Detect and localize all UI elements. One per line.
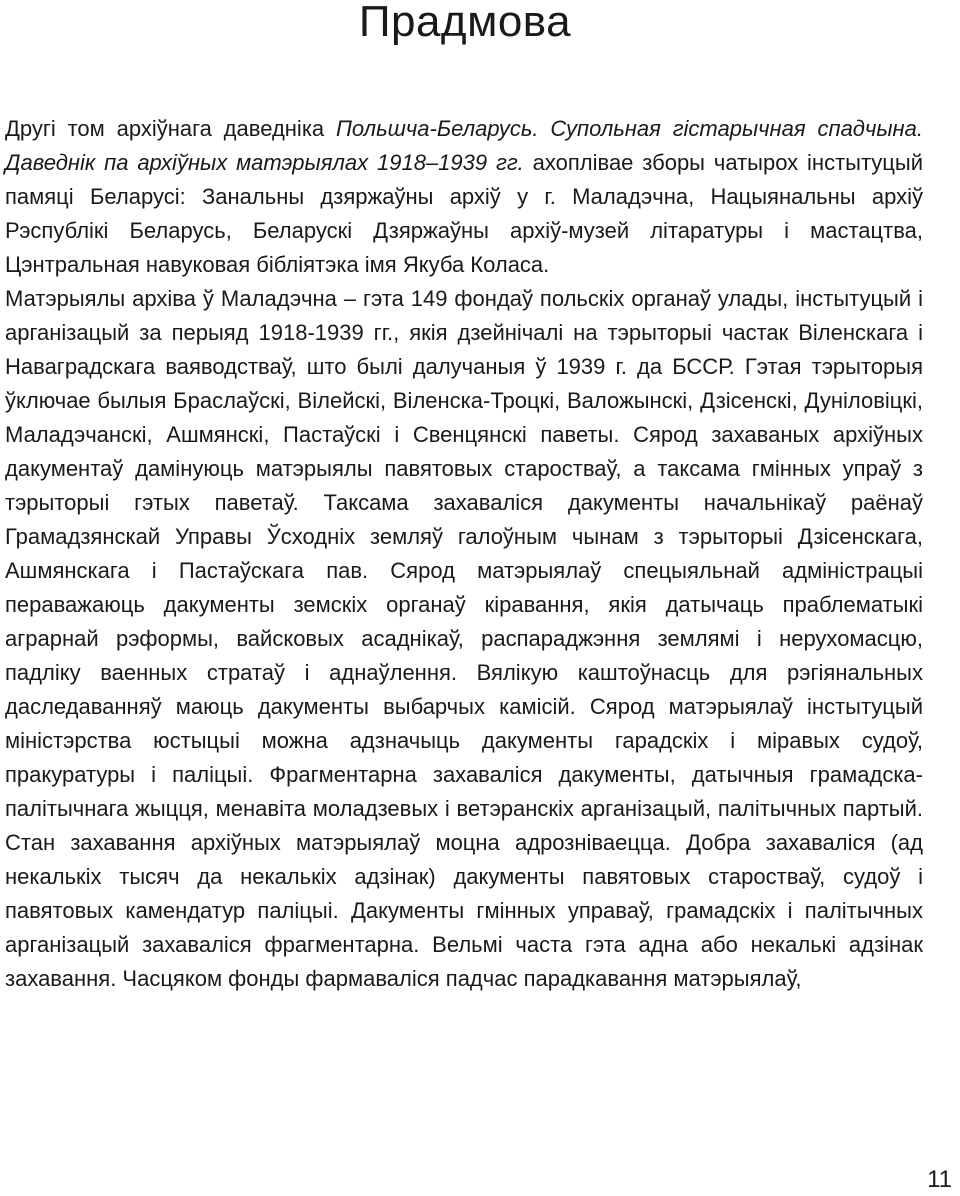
paragraph-intro bbox=[5, 112, 923, 282]
paragraph-intro-lead: Другі том архіўнага даведніка bbox=[5, 116, 336, 141]
handbook-title-italic: Польшча-Беларусь. Супольная гістарычная спадчына. Даведнік па архіўных матэрыялах 1918–1939 гг. bbox=[5, 116, 923, 175]
page-number: 11 bbox=[927, 1166, 952, 1193]
paragraph-molodechno-archive: Матэрыялы архіва ў Маладэчна – гэта 149 фондаў польскіх органаў улады, інстытуцый і арганізацый за перыяд 1918-1939 гг., якія дзейнічалі на тэрыторыі частак Віленскага і Наваградскага ваяводстваў, што былі далучаныя ў 1939 г. да БССР. Гэтая тэрыторыя ўключае былыя Браслаўскі, Вілейскі, Віленска-Троцкі, Валожынскі, Дзісенскі, Дуніловіцкі, Маладэчанскі, Ашмянскі, Пастаўскі і Свенцянскі паветы. Сярод захаваных архіўных дакументаў дамінуюць матэрыялы павятовых старостваў, а таксама гмінных упраў з тэрыторыі гэтых паветаў. Таксама захаваліся дакументы начальнікаў раёнаў Грамадзянскай Управы Ўсходніх земляў галоўным чынам з тэрыторыі Дзісенскага, Ашмянскага і Пастаўскага пав. Сярод матэрыялаў спецыяльнай адміністрацыі пераважаюць дакументы земскіх органаў кіравання, якія датычаць праблематыкі аграрнай рэформы, вайсковых асаднікаў, распараджэння землямі і нерухомасцю, падліку ваенных стратаў і аднаўлення. Вялікую каштоўнасць для рэгіянальных даследаванняў маюць дакументы выбарчых камісій. Сярод матэрыялаў інстытуцый міністэрства юстыцыі можна адзначыць дакументы гарадскіх і міравых судоў, пракуратуры і паліцыі. Фрагментарна захаваліся дакументы, датычныя грамадска-палітычнага жыцця, менавіта моладзевых і ветэранскіх арганізацый, палітычных партый. Стан захавання архіўных матэрыялаў моцна адрозніваецца. Добра захаваліся (ад некалькіх тысяч да некалькіх адзінак) дакументы павятовых старостваў, судоў і павятовых камендатур паліцыі. Дакументы гмінных управаў, грамадскіх і палітычных арганізацый захаваліся фрагментарна. Вельмі часта гэта адна або некалькі адзінак захавання. Часцяком фонды фармаваліся падчас парадкавання матэрыялаў, bbox=[5, 286, 923, 991]
paragraph-intro-rest: ахоплівае зборы чатырох інстытуцый памяці Беларусі: Занальны дзяржаўны архіў у г. Маладэчна, Нацыянальны архіў Рэспублікі Беларусь, Беларускі Дзяржаўны архіў-музей літаратуры і мастацтва, Цэнтральная навуковая бібліятэка імя Якуба Коласа. bbox=[5, 150, 923, 277]
page-title: Прадмова bbox=[358, 0, 572, 46]
document-body bbox=[5, 112, 923, 996]
